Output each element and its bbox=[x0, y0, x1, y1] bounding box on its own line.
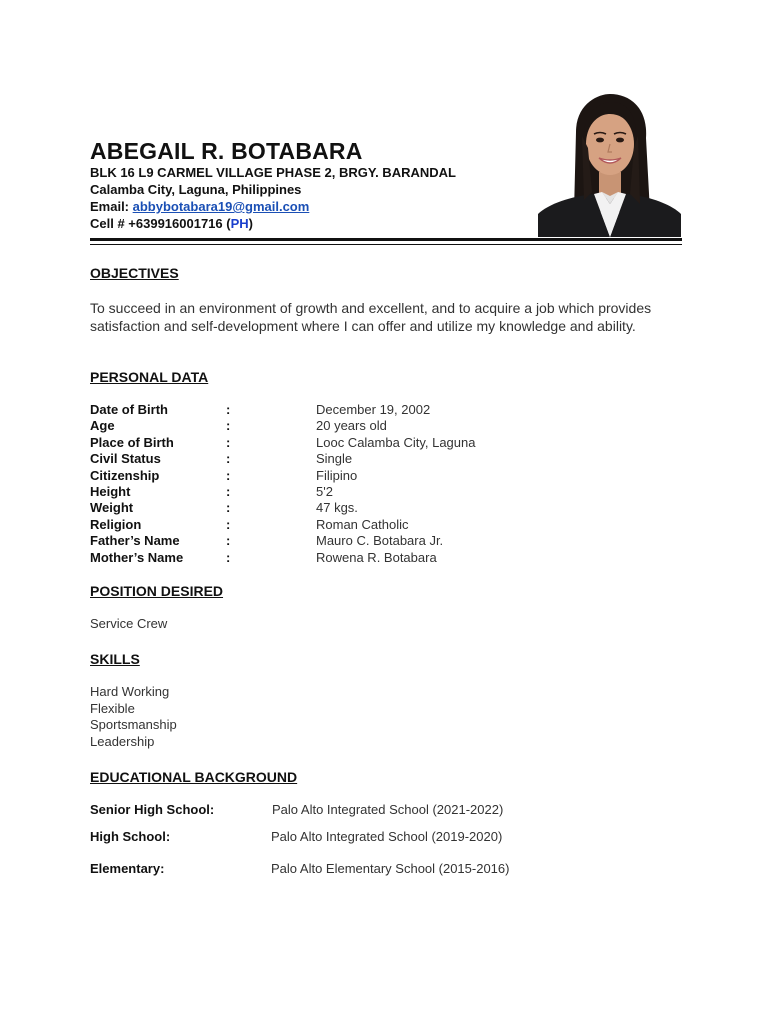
address-line-2: Calamba City, Laguna, Philippines bbox=[90, 182, 302, 197]
position-desired-value: Service Crew bbox=[90, 616, 168, 631]
position-desired-heading: POSITION DESIRED bbox=[90, 583, 224, 599]
skills-heading: SKILLS bbox=[90, 651, 140, 667]
email-link[interactable]: abbybotabara19@gmail.com bbox=[132, 199, 310, 214]
personal-data-value: Mauro C. Botabara Jr. bbox=[316, 533, 444, 549]
personal-data-label: Father’s Name bbox=[90, 533, 180, 549]
personal-data-label: Citizenship bbox=[90, 467, 160, 483]
skill-item: Hard Working bbox=[90, 684, 170, 699]
education-school: Palo Alto Integrated School (2019-2020) bbox=[271, 829, 503, 844]
education-school: Palo Alto Elementary School (2015-2016) bbox=[271, 861, 510, 876]
education-label: Elementary: bbox=[90, 861, 165, 876]
personal-data-separator: : bbox=[226, 549, 231, 565]
personal-data-row bbox=[90, 468, 590, 484]
personal-data-row bbox=[90, 517, 590, 533]
education-label: High School: bbox=[90, 829, 171, 844]
personal-data-value: 5'2 bbox=[316, 483, 333, 499]
personal-data-separator: : bbox=[226, 500, 231, 516]
education-heading: EDUCATIONAL BACKGROUND bbox=[90, 769, 298, 785]
personal-data-value: Filipino bbox=[316, 467, 358, 483]
personal-data-value: Roman Catholic bbox=[316, 516, 409, 532]
email-line bbox=[90, 199, 309, 214]
personal-data-row bbox=[90, 402, 590, 418]
address-line-1: BLK 16 L9 CARMEL VILLAGE PHASE 2, BRGY. BARANDAL bbox=[90, 165, 456, 180]
personal-data-label: Height bbox=[90, 483, 131, 499]
personal-data-heading: PERSONAL DATA bbox=[90, 369, 209, 385]
personal-data-row bbox=[90, 418, 590, 434]
personal-data-label: Mother’s Name bbox=[90, 549, 184, 565]
personal-data-separator: : bbox=[226, 402, 231, 417]
skills-list bbox=[90, 684, 177, 750]
personal-data-separator: : bbox=[226, 451, 231, 467]
personal-data-value: Rowena R. Botabara bbox=[316, 549, 437, 565]
personal-data-label: Civil Status bbox=[90, 451, 161, 467]
personal-data-row bbox=[90, 550, 590, 566]
personal-data-row bbox=[90, 435, 590, 451]
cell-number: Cell # +639916001716 ( bbox=[90, 216, 231, 231]
personal-data-value: December 19, 2002 bbox=[316, 402, 431, 417]
personal-data-label: Age bbox=[90, 418, 115, 434]
personal-data-value: Looc Calamba City, Laguna bbox=[316, 434, 476, 450]
personal-data-value: 20 years old bbox=[316, 418, 387, 434]
personal-data-table bbox=[90, 402, 590, 566]
education-school: Palo Alto Integrated School (2021-2022) bbox=[272, 802, 504, 817]
personal-data-separator: : bbox=[226, 418, 231, 434]
email-label: Email: bbox=[90, 199, 133, 214]
personal-data-row bbox=[90, 484, 590, 500]
personal-data-row bbox=[90, 533, 590, 549]
cell-close-paren: ) bbox=[248, 216, 253, 231]
skill-item: Leadership bbox=[90, 733, 155, 749]
personal-data-value: 47 kgs. bbox=[316, 500, 358, 516]
personal-data-label: Place of Birth bbox=[90, 434, 174, 450]
personal-data-separator: : bbox=[226, 533, 231, 549]
education-label: Senior High School: bbox=[90, 802, 215, 817]
personal-data-separator: : bbox=[226, 467, 231, 483]
cell-country-code: PH bbox=[230, 216, 249, 231]
objectives-heading: OBJECTIVES bbox=[90, 265, 179, 281]
personal-data-row bbox=[90, 451, 590, 467]
personal-data-row bbox=[90, 500, 590, 516]
personal-data-label: Date of Birth bbox=[90, 402, 168, 417]
applicant-name: ABEGAIL R. BOTABARA bbox=[90, 138, 363, 164]
personal-data-separator: : bbox=[226, 516, 231, 532]
header-divider-thin bbox=[90, 244, 682, 245]
skill-item: Flexible bbox=[90, 700, 135, 716]
personal-data-separator: : bbox=[226, 483, 231, 499]
profile-photo-illustration bbox=[538, 92, 681, 237]
header-divider-thick bbox=[90, 238, 682, 241]
objectives-text: To succeed in an environment of growth and excellent, and to acquire a job which provides satisfaction and self-development where I can offer and utilize my knowledge and ability. bbox=[90, 300, 652, 334]
cell-line bbox=[90, 216, 253, 231]
profile-photo bbox=[538, 92, 681, 237]
skill-item: Sportsmanship bbox=[90, 717, 177, 733]
personal-data-value: Single bbox=[316, 451, 353, 467]
personal-data-separator: : bbox=[226, 434, 231, 450]
personal-data-label: Weight bbox=[90, 500, 134, 516]
personal-data-label: Religion bbox=[90, 516, 142, 532]
